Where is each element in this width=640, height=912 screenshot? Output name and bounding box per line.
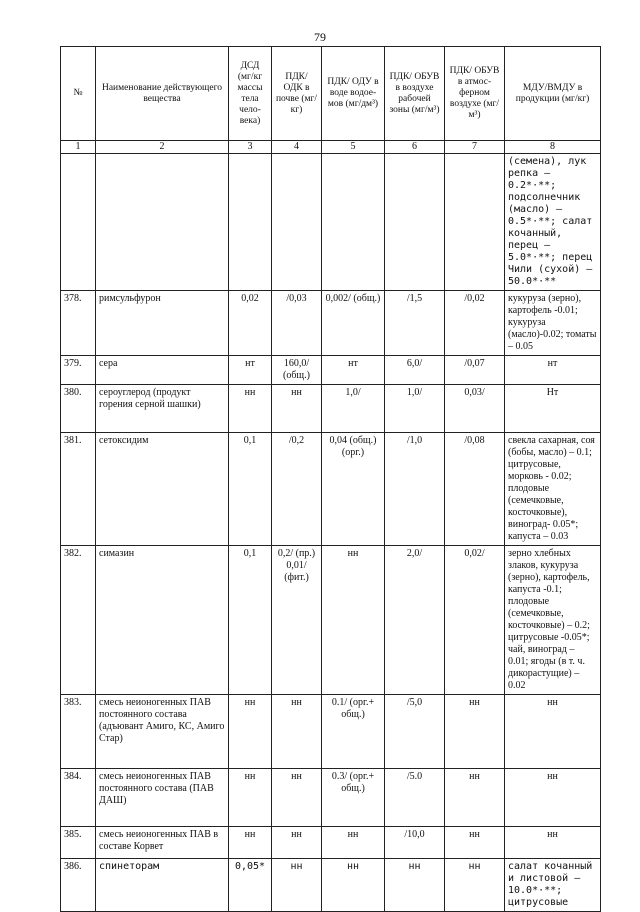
header-atmospheric-air: ПДК/ ОБУВ в атмос-ферном воздухе (мг/м³) — [445, 47, 505, 141]
row-number — [61, 154, 96, 291]
column-number: 3 — [229, 141, 272, 154]
mdu-value: нн — [505, 695, 601, 769]
work-air-value: /10,0 — [385, 827, 445, 859]
row-number: 379. — [61, 356, 96, 385]
column-number: 5 — [322, 141, 385, 154]
soil-value: /0,2 — [272, 433, 322, 546]
column-number: 8 — [505, 141, 601, 154]
table-row — [61, 546, 601, 695]
dsd-value: 0,1 — [229, 546, 272, 695]
work-air-value: /1,5 — [385, 291, 445, 356]
header-mdu: МДУ/ВМДУ в продукции (мг/кг) — [505, 47, 601, 141]
substance-name: смесь неионогенных ПАВ постоянного состава (ПАВ ДАШ) — [96, 769, 229, 827]
pesticide-standards-table — [60, 46, 601, 912]
header-dsd: ДСД (мг/кг массы тела чело-века) — [229, 47, 272, 141]
atm-air-value: нн — [445, 827, 505, 859]
water-value: 0.3/ (орг.+ общ.) — [322, 769, 385, 827]
atm-air-value: 0,03/ — [445, 385, 505, 433]
water-value: нт — [322, 356, 385, 385]
header-water: ПДК/ ОДУ в воде водое-мов (мг/дм³) — [322, 47, 385, 141]
water-value — [322, 154, 385, 291]
work-air-value: /1,0 — [385, 433, 445, 546]
table-row — [61, 433, 601, 546]
atm-air-value: 0,02/ — [445, 546, 505, 695]
mdu-value: салат кочанный и листовой – 10.0*·**; цитрусовые — [505, 859, 601, 912]
work-air-value: /5.0 — [385, 769, 445, 827]
row-number: 381. — [61, 433, 96, 546]
work-air-value: 2,0/ — [385, 546, 445, 695]
atm-air-value — [445, 154, 505, 291]
soil-value: нн — [272, 385, 322, 433]
substance-name: симазин — [96, 546, 229, 695]
mdu-value: Нт — [505, 385, 601, 433]
water-value: 0,04 (общ.) (орг.) — [322, 433, 385, 546]
mdu-value: (семена), лук репка – 0.2*·**; подсолнечник (масло) – 0.5*·**; салат кочанный, перец – 5.0*·**; перец Чили (сухой) – 50.0*·** — [505, 154, 601, 291]
mdu-value: нн — [505, 769, 601, 827]
soil-value: нн — [272, 695, 322, 769]
dsd-value: нн — [229, 827, 272, 859]
water-value: 0,002/ (общ.) — [322, 291, 385, 356]
substance-name: сетоксидим — [96, 433, 229, 546]
work-air-value: 1,0/ — [385, 385, 445, 433]
table-row — [61, 291, 601, 356]
table-row — [61, 769, 601, 827]
header-work-air: ПДК/ ОБУВ в воздухе рабочей зоны (мг/м³) — [385, 47, 445, 141]
mdu-value: нн — [505, 827, 601, 859]
dsd-value: нн — [229, 769, 272, 827]
row-number: 385. — [61, 827, 96, 859]
atm-air-value: /0,08 — [445, 433, 505, 546]
column-number: 2 — [96, 141, 229, 154]
column-number: 6 — [385, 141, 445, 154]
work-air-value: 6,0/ — [385, 356, 445, 385]
substance-name: смесь неионогенных ПАВ постоянного состава (адъювант Амиго, КС, Амиго Стар) — [96, 695, 229, 769]
substance-name: спинеторам — [96, 859, 229, 912]
table-row — [61, 827, 601, 859]
water-value: 1,0/ — [322, 385, 385, 433]
water-value: нн — [322, 859, 385, 912]
column-number: 1 — [61, 141, 96, 154]
dsd-value: 0,1 — [229, 433, 272, 546]
dsd-value: 0,05* — [229, 859, 272, 912]
soil-value — [272, 154, 322, 291]
atm-air-value: нн — [445, 859, 505, 912]
row-number: 383. — [61, 695, 96, 769]
substance-name: сера — [96, 356, 229, 385]
row-number: 382. — [61, 546, 96, 695]
table-row — [61, 356, 601, 385]
row-number: 384. — [61, 769, 96, 827]
water-value: нн — [322, 827, 385, 859]
mdu-value: зерно хлебных злаков, кукуруза (зерно), картофель, капуста -0.1; плодовые (семечковые, косточковые) – 0.2; цитрусовые -0.05*; чай, виноград – 0.01; ягоды (в т. ч. дикорастущие) – 0.02 — [505, 546, 601, 695]
soil-value: нн — [272, 769, 322, 827]
table-row — [61, 154, 601, 291]
work-air-value — [385, 154, 445, 291]
dsd-value: нн — [229, 695, 272, 769]
page-number: 79 — [314, 30, 326, 44]
atm-air-value: нн — [445, 769, 505, 827]
water-value: 0.1/ (орг.+ общ.) — [322, 695, 385, 769]
dsd-value: 0,02 — [229, 291, 272, 356]
table-row — [61, 859, 601, 912]
header-substance-name: Наименование действующего вещества — [96, 47, 229, 141]
atm-air-value: нн — [445, 695, 505, 769]
dsd-value: нн — [229, 385, 272, 433]
header-row — [61, 47, 601, 141]
work-air-value: /5,0 — [385, 695, 445, 769]
row-number: 386. — [61, 859, 96, 912]
table-row — [61, 385, 601, 433]
water-value: нн — [322, 546, 385, 695]
soil-value: 160,0/ (общ.) — [272, 356, 322, 385]
header-soil: ПДК/ ОДК в почве (мг/кг) — [272, 47, 322, 141]
soil-value: 0,2/ (пр.) 0,01/ (фит.) — [272, 546, 322, 695]
soil-value: нн — [272, 827, 322, 859]
header-number: № — [61, 47, 96, 141]
atm-air-value: /0,02 — [445, 291, 505, 356]
substance-name: смесь неионогенных ПАВ в составе Корвет — [96, 827, 229, 859]
soil-value: нн — [272, 859, 322, 912]
column-number: 4 — [272, 141, 322, 154]
atm-air-value: /0,07 — [445, 356, 505, 385]
mdu-value: свекла сахарная, соя (бобы, масло) – 0.1; цитрусовые, морковь - 0.02; плодовые (семечковые, косточковые), виноград- 0.05*; капуста – 0.03 — [505, 433, 601, 546]
row-number: 380. — [61, 385, 96, 433]
substance-name: римсульфурон — [96, 291, 229, 356]
substance-name — [96, 154, 229, 291]
soil-value: /0,03 — [272, 291, 322, 356]
column-number: 7 — [445, 141, 505, 154]
mdu-value: нт — [505, 356, 601, 385]
dsd-value — [229, 154, 272, 291]
dsd-value: нт — [229, 356, 272, 385]
column-numbers-row — [61, 141, 601, 154]
table-row — [61, 695, 601, 769]
work-air-value: нн — [385, 859, 445, 912]
mdu-value: кукуруза (зерно), картофель -0.01; кукуруза (масло)-0.02; томаты – 0.05 — [505, 291, 601, 356]
row-number: 378. — [61, 291, 96, 356]
substance-name: сероуглерод (продукт горения серной шашки) — [96, 385, 229, 433]
